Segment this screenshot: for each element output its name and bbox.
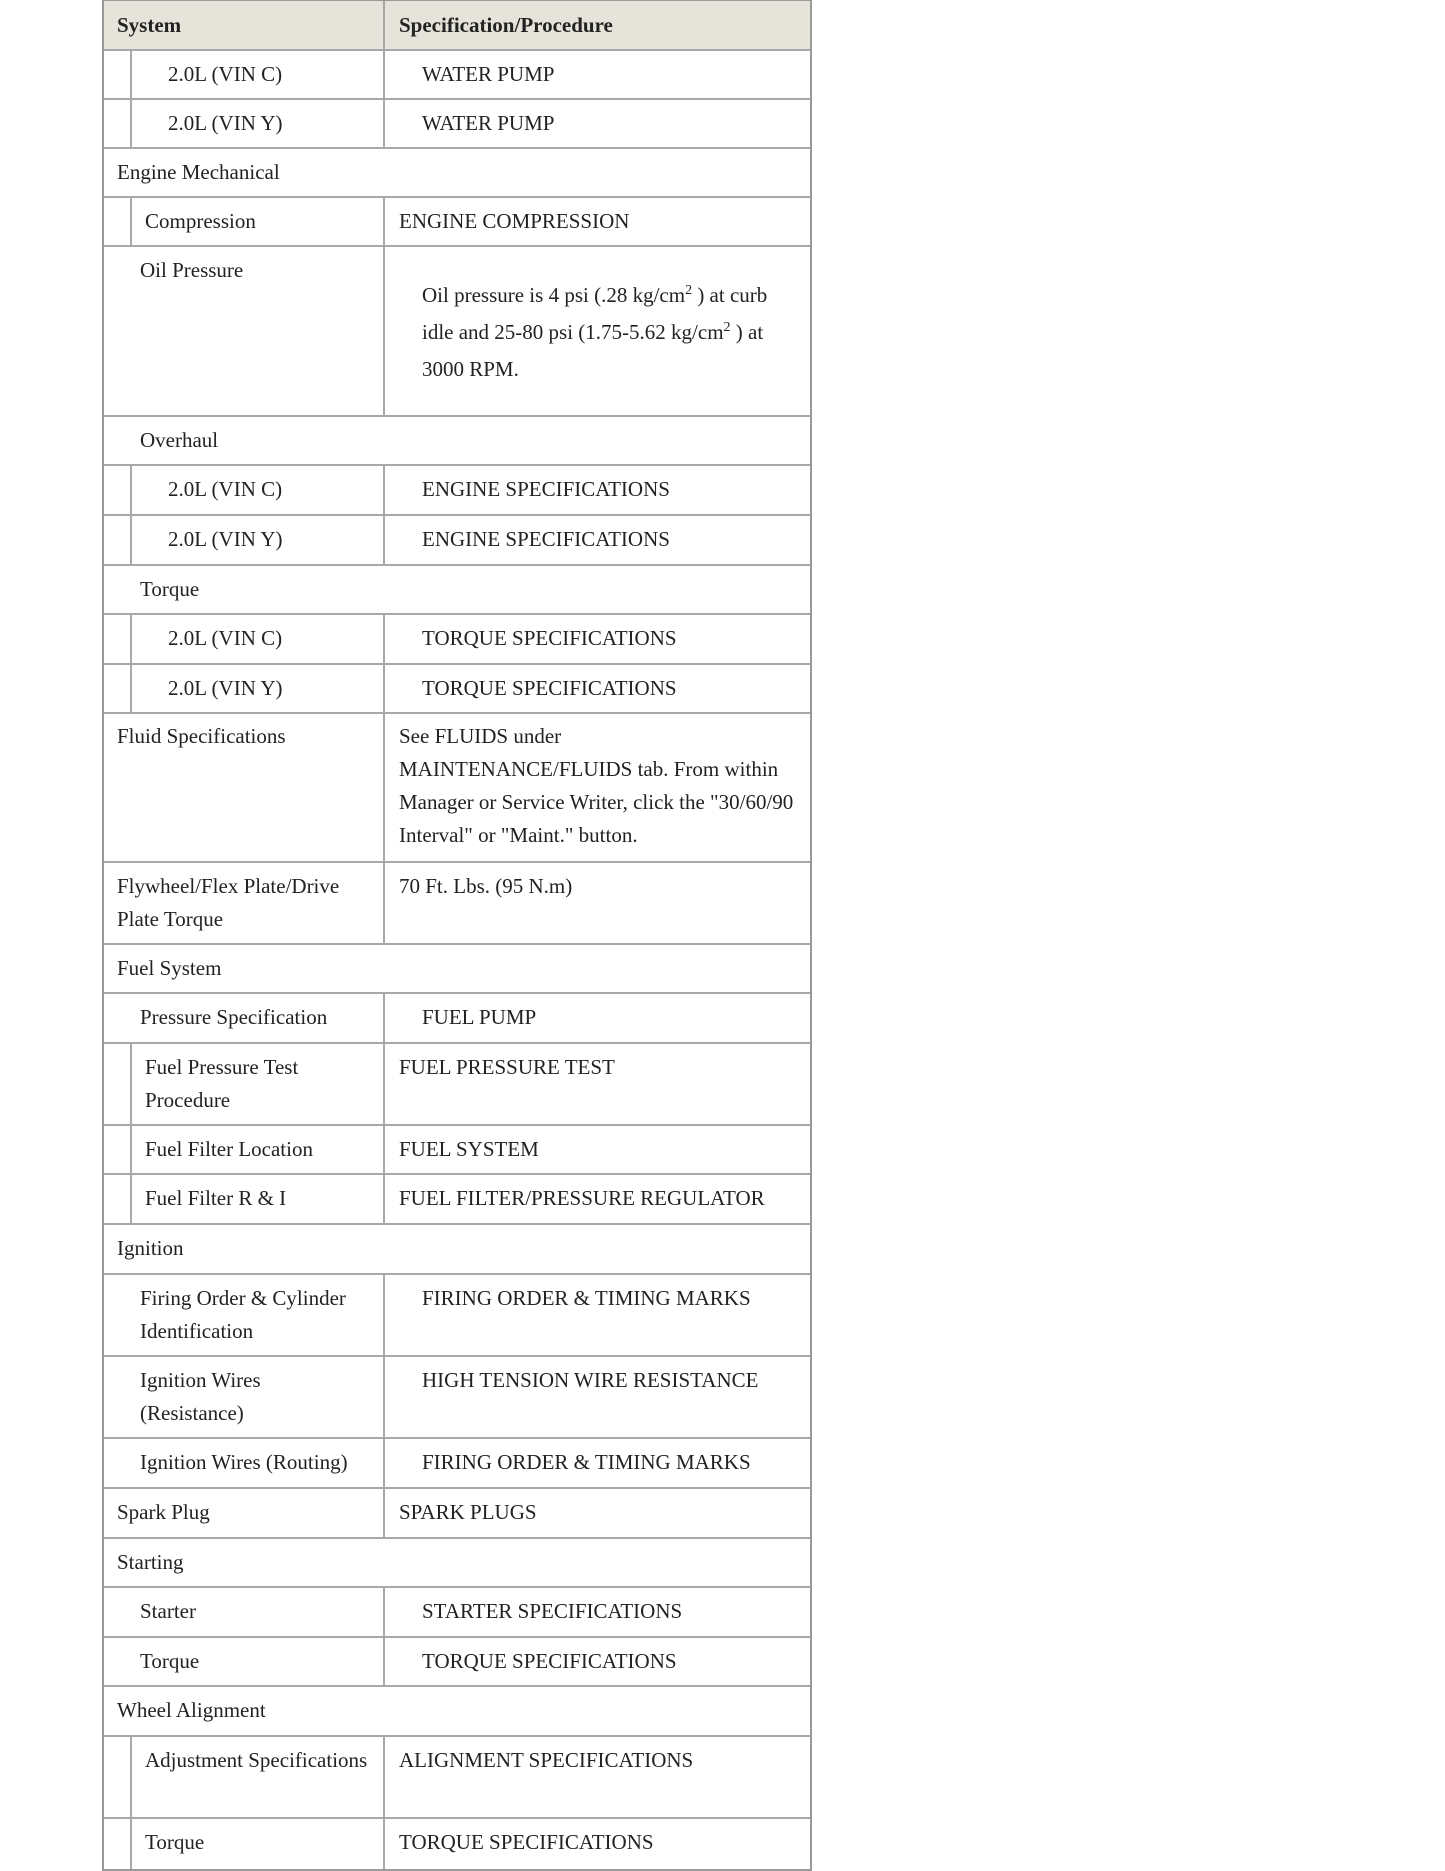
system-cell: Fuel Pressure Test Procedure <box>104 1044 385 1124</box>
spec-cell: ENGINE SPECIFICATIONS <box>422 477 670 501</box>
section-heading: Ignition <box>117 1236 184 1260</box>
spec-cell: ALIGNMENT SPECIFICATIONS <box>399 1748 694 1772</box>
spec-cell: TORQUE SPECIFICATIONS <box>422 626 677 650</box>
table-row <box>104 466 810 516</box>
spec-cell: FIRING ORDER & TIMING MARKS <box>422 1450 751 1474</box>
table-row <box>104 1175 810 1225</box>
spec-cell: STARTER SPECIFICATIONS <box>422 1599 683 1623</box>
spec-cell: WATER PUMP <box>422 111 555 135</box>
section-heading: Wheel Alignment <box>117 1698 266 1722</box>
table-row <box>104 1819 810 1869</box>
system-cell: 2.0L (VIN C) <box>104 466 385 514</box>
section-row <box>104 1225 810 1275</box>
spec-cell: TORQUE SPECIFICATIONS <box>399 1830 654 1854</box>
section-heading: Starting <box>117 1550 184 1574</box>
spec-cell: 70 Ft. Lbs. (95 N.m) <box>399 874 573 898</box>
table-row <box>104 615 810 665</box>
system-cell: 2.0L (VIN C) <box>104 615 385 663</box>
spec-table <box>102 0 812 1871</box>
system-cell: Torque <box>104 1638 385 1685</box>
spec-cell: HIGH TENSION WIRE RESISTANCE <box>422 1368 759 1392</box>
spec-cell: FUEL FILTER/PRESSURE REGULATOR <box>399 1186 765 1210</box>
table-header-row <box>104 1 810 51</box>
table-row <box>104 1489 810 1539</box>
spec-cell: WATER PUMP <box>422 62 555 86</box>
header-spec: Specification/Procedure <box>399 13 613 37</box>
system-cell: Torque <box>104 1819 385 1869</box>
table-row <box>104 1275 810 1357</box>
section-heading: Fuel System <box>117 956 222 980</box>
system-cell: 2.0L (VIN Y) <box>104 516 385 564</box>
system-cell: Firing Order & Cylinder Identification <box>104 1275 385 1355</box>
table-row <box>104 1126 810 1175</box>
table-row <box>104 1588 810 1638</box>
table-row <box>104 1737 810 1819</box>
system-cell: Spark Plug <box>104 1489 385 1537</box>
system-cell: 2.0L (VIN Y) <box>104 665 385 712</box>
system-cell: Compression <box>104 198 385 245</box>
spec-cell: See FLUIDS under MAINTENANCE/FLUIDS tab. From within Manager or Service Writer, click the "30/60/90 Interval" or "Maint." button. <box>399 724 794 847</box>
table-row <box>104 863 810 945</box>
section-heading: Torque <box>140 577 200 601</box>
spec-cell: ENGINE COMPRESSION <box>399 209 630 233</box>
table-row <box>104 247 810 417</box>
section-row <box>104 1687 810 1737</box>
system-cell: Pressure Specification <box>104 994 385 1042</box>
table-row <box>104 100 810 149</box>
spec-cell: ENGINE SPECIFICATIONS <box>422 527 670 551</box>
section-row <box>104 566 810 615</box>
table-row <box>104 1638 810 1687</box>
system-cell: Flywheel/Flex Plate/Drive Plate Torque <box>104 863 385 943</box>
table-row <box>104 1357 810 1439</box>
system-cell: Ignition Wires (Resistance) <box>104 1357 385 1437</box>
spec-cell: FUEL PUMP <box>422 1005 537 1029</box>
spec-cell: TORQUE SPECIFICATIONS <box>422 1649 677 1673</box>
system-cell: Fuel Filter Location <box>104 1126 385 1173</box>
system-cell: 2.0L (VIN C) <box>104 51 385 98</box>
section-row <box>104 945 810 994</box>
system-cell: 2.0L (VIN Y) <box>104 100 385 147</box>
table-row <box>104 51 810 100</box>
system-cell: Oil Pressure <box>104 247 385 415</box>
header-system: System <box>104 1 385 49</box>
section-heading: Engine Mechanical <box>117 160 280 184</box>
spec-cell: Oil pressure is 4 psi (.28 $kg/cm^2$ ) at curb idle and 25-80 psi (1.75-5.62 $kg/cm^2$ ) at 3000 RPM. <box>422 283 768 381</box>
table-row <box>104 198 810 247</box>
system-cell: Ignition Wires (Routing) <box>104 1439 385 1487</box>
table-row <box>104 665 810 714</box>
spec-cell: FUEL PRESSURE TEST <box>399 1055 615 1079</box>
table-row <box>104 516 810 566</box>
section-heading: Overhaul <box>140 428 219 452</box>
table-row <box>104 714 810 863</box>
system-cell: Adjustment Specifications <box>104 1737 385 1817</box>
spec-cell: SPARK PLUGS <box>399 1500 537 1524</box>
system-cell: Fluid Specifications <box>104 714 385 861</box>
table-row <box>104 1439 810 1489</box>
table-row <box>104 1044 810 1126</box>
section-row <box>104 417 810 466</box>
system-cell: Starter <box>104 1588 385 1636</box>
spec-cell: FUEL SYSTEM <box>399 1137 539 1161</box>
table-row <box>104 994 810 1044</box>
spec-cell: FIRING ORDER & TIMING MARKS <box>422 1286 751 1310</box>
section-row <box>104 1539 810 1588</box>
system-cell: Fuel Filter R & I <box>104 1175 385 1223</box>
spec-cell: TORQUE SPECIFICATIONS <box>422 676 677 700</box>
section-row <box>104 149 810 198</box>
